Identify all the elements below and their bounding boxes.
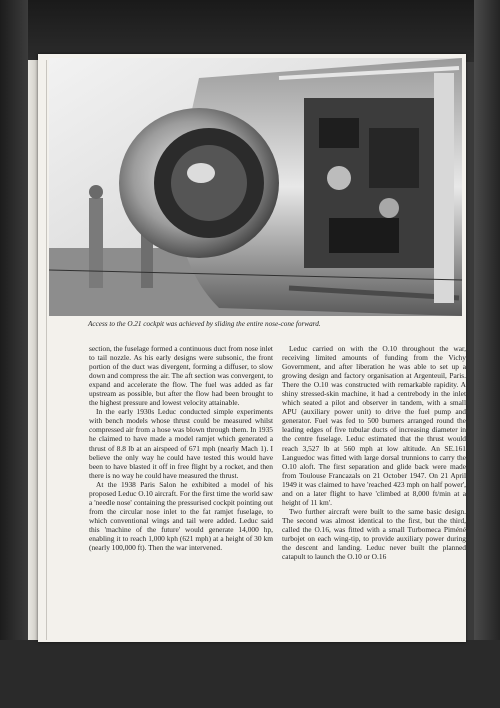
paragraph: Leduc carried on with the O.10 throughout the war, receiving limited amounts of funding from the Vichy Government, and after liberation he was able to set up a growing design and factory organisation at Argenteuil, Paris. There the O.10 was constructed with remarkable rapidity. A shiny stressed-skin machine, it had a centrebody in the inlet which seated a pilot and observer in tandem, with a small APU (auxiliary power unit) to drive the fuel pump and generator. Fuel was fed to 500 burners arranged round the leading edges of five tubular ducts of increasing diameter in the centre fuselage. Leduc estimated that the thrust would reach 3,527 lb at 560 mph at low altitude. An SE.161 Languedoc was fitted with large dorsal trunnions to carry the O.10 aloft. The first separation and glide back were made from Toulouse Francazals on 21 October 1947. On 21 April 1949 it was claimed to have 'reached 423 mph on half power', and on a later flight to have 'climbed at 8,000 ft/min at a height of 11 km'. [282, 344, 466, 507]
cockpit-nose-cone-photo [49, 58, 462, 316]
paragraph: At the 1938 Paris Salon he exhibited a model of his proposed Leduc O.10 aircraft. For the first time the world saw a 'needle nose' containing the pressurised cockpit pointing out from the circular nose inlet to the fat ramjet fuselage, to which conventional wings and tail were added. Leduc said this 'machine of the future' would generate 14,000 hp, enabling it to reach 1,000 kph (621 mph) at a height of 30 km (nearly 100,000 ft). Then the war intervened. [89, 479, 273, 553]
paragraph: Two further aircraft were built to the same basic design. The second was almost identical to the first, but the third, called the O.16, was fitted with a small Turbomeca Piméné turbojet on each wing-tip, to provide auxiliary power during the descent and landing. Leduc never built the planned catapult to launch the O.10 or O.16 [282, 506, 466, 562]
scan-border-right [474, 0, 500, 708]
photo-caption: Access to the O.21 cockpit was achieved by sliding the entire nose-cone forward. [88, 320, 321, 328]
scan-border-top [0, 0, 500, 62]
paragraph: section, the fuselage formed a continuous duct from nose inlet to tail nozzle. As his early designs were subsonic, the front portion of the duct was divergent, forming a diffuser, to slow down and compress the air. The aft section was convergent, to expand and accelerate the flow. The fuel was added as far upstream as possible, but after the flow had been brought to the highest pressure and lowest velocity attainable. [89, 344, 273, 408]
text-column-right [282, 344, 466, 561]
page-edge [28, 60, 38, 640]
paragraph: In the early 1930s Leduc conducted simple experiments with bench models whose thrust could be measured whilst compressed air from a hose was blown through them. In 1935 he claimed to have made a model ramjet which generated a thrust of 8.8 lb at an airspeed of 671 mph (nearly Mach 1). I believe the only way he could have tested this would have been to have blasted it off in free flight by a rocket, and then there is no way he could have measured the thrust. [89, 407, 273, 480]
binding-gutter [46, 60, 47, 640]
scan-border-bottom [0, 640, 500, 708]
text-column-left [89, 344, 273, 552]
scan-border-left [0, 0, 28, 708]
